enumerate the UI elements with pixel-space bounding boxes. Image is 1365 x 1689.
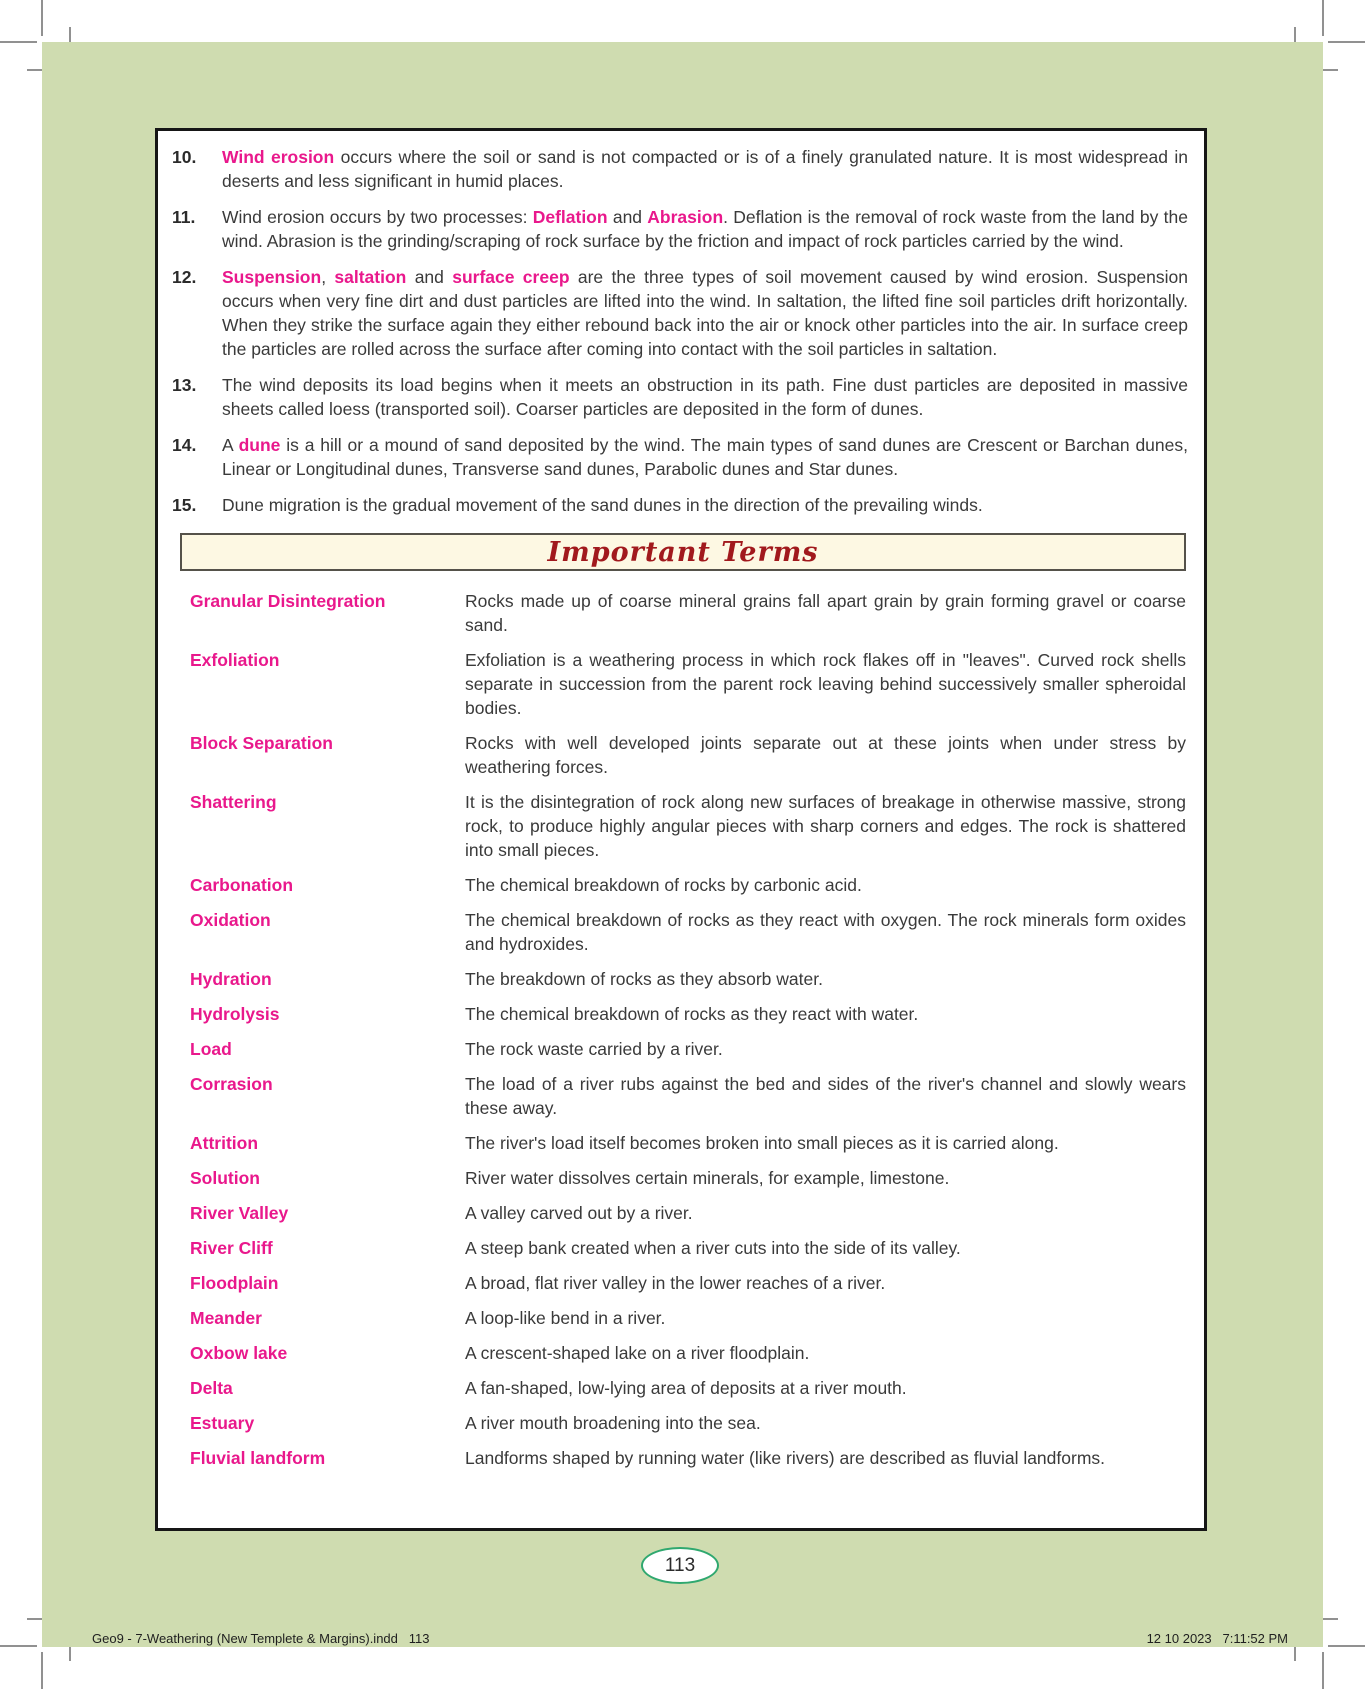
term-definition: A loop-like bend in a river. (465, 1308, 666, 1328)
highlighted-term: Deflation (532, 207, 608, 227)
term-name: Carbonation (190, 875, 294, 895)
term-definition: A valley carved out by a river. (465, 1203, 693, 1223)
list-item-14 (168, 433, 1190, 481)
term-definition: The breakdown of rocks as they absorb water. (465, 969, 823, 989)
highlighted-term: Wind erosion (222, 147, 335, 167)
list-number: 13. (172, 375, 197, 395)
term-name: Corrasion (190, 1074, 273, 1094)
crop-mark-bottom-left-h (0, 1645, 37, 1647)
term-row (190, 648, 1186, 720)
highlighted-term: dune (238, 435, 281, 455)
crop-mark-bottom-right-h (1328, 1645, 1365, 1647)
list-number: 12. (172, 267, 197, 287)
body-text: , (321, 267, 335, 287)
highlighted-term: Suspension (222, 267, 322, 287)
list-item-12 (168, 265, 1190, 361)
term-row (190, 873, 1186, 897)
footer-file-info: Geo9 - 7-Weathering (New Templete & Margins).indd 113 (92, 1631, 430, 1646)
term-name: Attrition (190, 1133, 259, 1153)
term-definition: The chemical breakdown of rocks by carbonic acid. (465, 875, 862, 895)
list-item-text (222, 373, 1190, 421)
page-sheet (42, 42, 1323, 1647)
term-name: Estuary (190, 1413, 255, 1433)
term-name: Hydration (190, 969, 272, 989)
list-number: 10. (172, 147, 197, 167)
term-name: Exfoliation (190, 650, 280, 670)
term-name: Load (190, 1039, 232, 1059)
term-name: Solution (190, 1168, 260, 1188)
highlighted-term: Abrasion (647, 207, 724, 227)
list-item-15 (168, 493, 1190, 517)
term-name: Oxidation (190, 910, 271, 930)
term-row (190, 589, 1186, 637)
term-definition: Rocks made up of coarse mineral grains fall apart grain by grain forming gravel or coarse sand. (465, 591, 1186, 635)
body-text: and (607, 207, 648, 227)
term-name: Hydrolysis (190, 1004, 280, 1024)
terms-table (168, 589, 1190, 1470)
term-name: Granular Disintegration (190, 591, 386, 611)
body-text: Wind erosion occurs by two processes: (222, 207, 533, 227)
important-terms-header (180, 533, 1186, 571)
crop-mark-top-right-h (1328, 41, 1365, 43)
term-definition: The load of a river rubs against the bed and sides of the river's channel and slowly wears these away. (465, 1074, 1186, 1118)
list-item-text (222, 205, 1190, 253)
list-number: 15. (172, 495, 197, 515)
term-definition: A crescent-shaped lake on a river floodplain. (465, 1343, 810, 1363)
crop-mark-bottom-right-v (1322, 1652, 1324, 1689)
term-row (190, 1236, 1186, 1260)
page-number: 113 (664, 1554, 696, 1576)
term-definition: The chemical breakdown of rocks as they react with water. (465, 1004, 919, 1024)
term-name: Delta (190, 1378, 233, 1398)
term-definition: Rocks with well developed joints separate out at these joints when under stress by weathering forces. (465, 733, 1186, 777)
term-name: Shattering (190, 792, 277, 812)
footer-timestamp: 12 10 2023 7:11:52 PM (1146, 1631, 1288, 1646)
term-name: Oxbow lake (190, 1343, 288, 1363)
list-item-11 (168, 205, 1190, 253)
term-row (190, 1411, 1186, 1435)
term-row (190, 1002, 1186, 1026)
list-number: 14. (172, 435, 197, 455)
list-item-10 (168, 145, 1190, 193)
list-number: 11. (172, 207, 196, 227)
list-item-text (222, 493, 1190, 517)
term-definition: A fan-shaped, low-lying area of deposits at a river mouth. (465, 1378, 907, 1398)
highlighted-term: surface creep (452, 267, 570, 287)
term-row (190, 1072, 1186, 1120)
term-definition: A steep bank created when a river cuts into the side of its valley. (465, 1238, 961, 1258)
page-number-badge (641, 1547, 719, 1584)
term-row (190, 1341, 1186, 1365)
body-text: . Deflation is the removal of rock waste from the land by the wind. Abrasion is the grinding/scraping of rock surface by the friction and impact of rock particles carried by the wind. (222, 207, 1188, 251)
term-name: Meander (190, 1308, 262, 1328)
list-item-text (222, 145, 1190, 193)
term-definition: It is the disintegration of rock along new surfaces of breakage in otherwise massive, strong rock, to produce highly angular pieces with sharp corners and edges. The rock is shattered into small pieces. (465, 792, 1186, 860)
crop-mark-top-right-v (1322, 0, 1324, 36)
term-name: Block Separation (190, 733, 333, 753)
term-definition: The rock waste carried by a river. (465, 1039, 723, 1059)
term-definition: Exfoliation is a weathering process in which rock flakes off in "leaves". Curved rock shells separate in succession from the parent rock leaving behind successively smaller spheroidal bodies. (465, 650, 1186, 718)
term-definition: The chemical breakdown of rocks as they react with oxygen. The rock minerals form oxides and hydroxides. (465, 910, 1186, 954)
term-row (190, 731, 1186, 779)
list-item-text (222, 433, 1190, 481)
term-row (190, 790, 1186, 862)
body-text: The wind deposits its load begins when it meets an obstruction in its path. Fine dust particles are deposited in massive sheets called loess (transported soil). Coarser particles are deposited in the form of dunes. (222, 375, 1188, 419)
term-definition: The river's load itself becomes broken into small pieces as it is carried along. (465, 1133, 1059, 1153)
content-box (155, 128, 1207, 1531)
term-row (190, 1376, 1186, 1400)
term-row (190, 1446, 1186, 1470)
body-text: are the three types of soil movement caused by wind erosion. Suspension occurs when very fine dirt and dust particles are lifted into the wind. In saltation, the lifted fine soil particles drift horizontally. When they strike the surface again they either rebound back into the air or knock other particles into the air. In surface creep the particles are rolled across the surface after coming into contact with the soil particles in saltation. (222, 267, 1188, 359)
term-row (190, 967, 1186, 991)
term-row (190, 1037, 1186, 1061)
term-row (190, 908, 1186, 956)
list-item-13 (168, 373, 1190, 421)
list-item-text (222, 265, 1190, 361)
term-definition: River water dissolves certain minerals, for example, limestone. (465, 1168, 950, 1188)
term-definition: A broad, flat river valley in the lower reaches of a river. (465, 1273, 886, 1293)
term-row (190, 1166, 1186, 1190)
term-definition: A river mouth broadening into the sea. (465, 1413, 761, 1433)
body-text: is a hill or a mound of sand deposited by the wind. The main types of sand dunes are Crescent or Barchan dunes, Linear or Longitudinal dunes, Transverse sand dunes, Parabolic dunes and Star dunes. (222, 435, 1188, 479)
body-text: Dune migration is the gradual movement of the sand dunes in the direction of the prevailing winds. (222, 495, 983, 515)
term-name: River Valley (190, 1203, 289, 1223)
body-text: and (406, 267, 453, 287)
crop-mark-top-left-v (41, 0, 43, 36)
body-text: occurs where the soil or sand is not compacted or is of a finely granulated nature. It is most widespread in deserts and less significant in humid places. (222, 147, 1188, 191)
crop-mark-top-left-h (0, 41, 37, 43)
term-name: Floodplain (190, 1273, 279, 1293)
term-row (190, 1131, 1186, 1155)
term-row (190, 1306, 1186, 1330)
term-row (190, 1271, 1186, 1295)
term-row (190, 1201, 1186, 1225)
highlighted-term: saltation (334, 267, 407, 287)
crop-mark-bottom-left-v (41, 1652, 43, 1689)
term-name: Fluvial landform (190, 1448, 326, 1468)
term-name: River Cliff (190, 1238, 273, 1258)
term-definition: Landforms shaped by running water (like rivers) are described as fluvial landforms. (465, 1448, 1106, 1468)
important-terms-title: Important Terms (547, 536, 819, 568)
body-text: A (222, 435, 239, 455)
